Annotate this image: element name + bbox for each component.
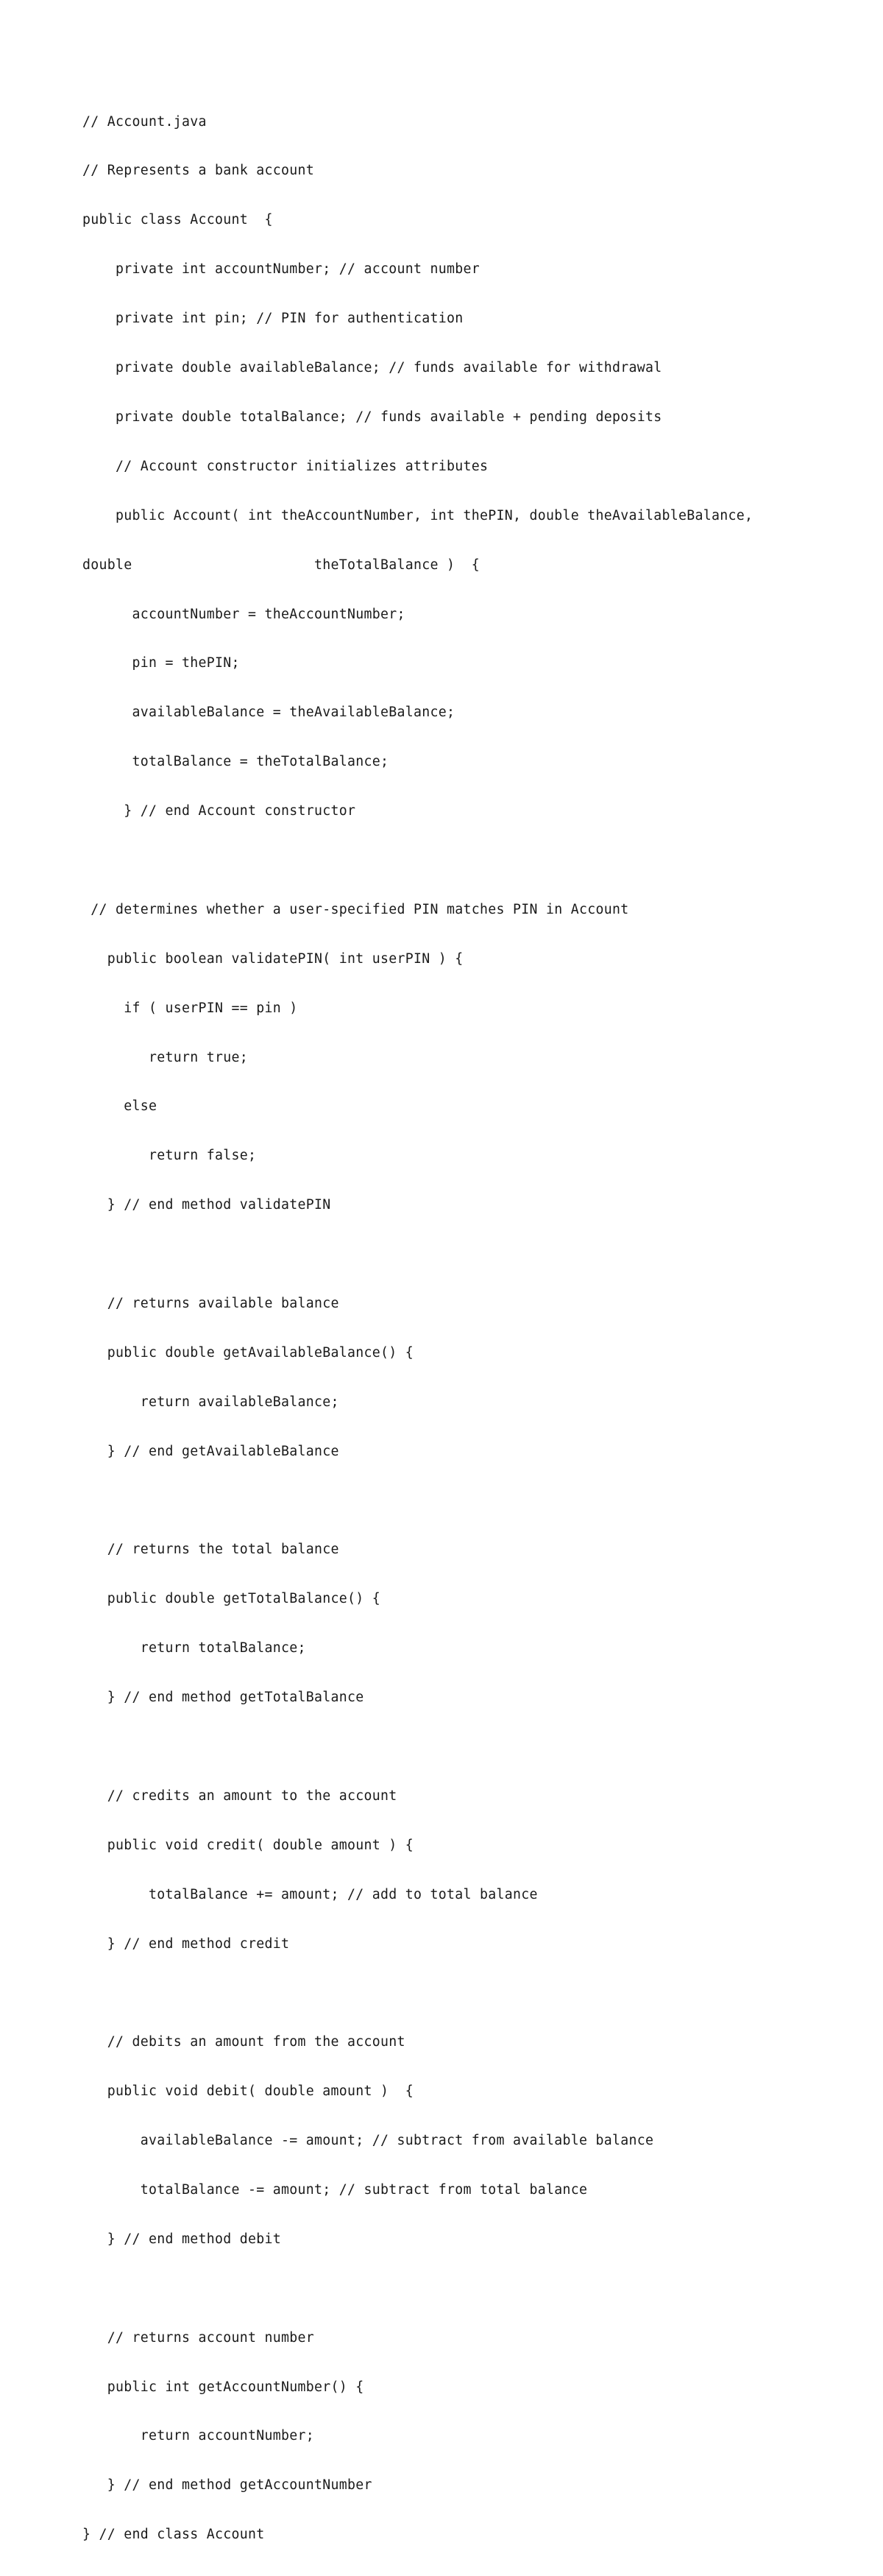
code-line: // returns available balance [82,1295,339,1311]
code-line: } // end class Account [82,2527,265,2543]
code-line: } // end method debit [82,2231,281,2247]
code-line: private int pin; // PIN for authentication [82,311,464,327]
code-line [82,1493,753,1509]
code-line: // returns account number [82,2329,314,2346]
code-line: } // end method validatePIN [82,1197,331,1213]
code-line: public void credit( double amount ) { [82,1837,414,1853]
code-line [82,853,753,869]
code-listing [82,81,753,2576]
code-line: public double getTotalBalance() { [82,1591,380,1607]
code-line: if ( userPIN == pin ) [82,1000,298,1016]
code-line: public double getAvailableBalance() { [82,1344,414,1361]
code-line: } // end method getAccountNumber [82,2477,372,2494]
code-line: // Account.java [82,113,207,130]
code-line: public int getAccountNumber() { [82,2379,364,2395]
code-line: // returns the total balance [82,1542,339,1558]
code-line: return true; [82,1049,248,1065]
code-line: } // end method credit [82,1935,290,1952]
code-line: accountNumber = theAccountNumber; [82,606,405,622]
code-line [82,1739,753,1755]
code-line: pin = thePIN; [82,655,240,671]
code-line: } // end Account constructor [82,803,356,819]
code-line: return false; [82,1148,257,1164]
code-line: availableBalance -= amount; // subtract from available balance [82,2133,654,2149]
code-line: totalBalance = theTotalBalance; [82,754,389,770]
code-line: // Represents a bank account [82,163,314,179]
code-line: totalBalance -= amount; // subtract from total balance [82,2182,588,2198]
code-line: totalBalance += amount; // add to total balance [82,1886,538,1902]
code-line: // debits an amount from the account [82,2034,405,2050]
code-line: public Account( int theAccountNumber, int thePIN, double theAvailableBalance, [82,507,753,523]
code-line: // determines whether a user-specified PIN matches PIN in Account [82,901,629,917]
code-line: public class Account { [82,212,273,228]
code-line: availableBalance = theAvailableBalance; [82,705,455,721]
code-line: return accountNumber; [82,2428,314,2444]
code-line: return availableBalance; [82,1394,339,1410]
code-line: private double totalBalance; // funds available + pending deposits [82,409,662,425]
code-line: } // end getAvailableBalance [82,1443,339,1459]
code-line: double theTotalBalance ) { [82,557,480,573]
code-line: public boolean validatePIN( int userPIN ) { [82,950,464,967]
code-line: } // end method getTotalBalance [82,1690,364,1706]
code-line: else [82,1098,157,1115]
code-line: return totalBalance; [82,1640,306,1656]
code-line: private int accountNumber; // account number [82,261,480,278]
code-line: // credits an amount to the account [82,1788,397,1804]
code-line: public void debit( double amount ) { [82,2083,414,2100]
code-line [82,1985,753,2001]
code-line: private double availableBalance; // funds available for withdrawal [82,360,662,376]
code-line: // Account constructor initializes attributes [82,458,489,474]
code-line [82,1246,753,1263]
code-line [82,2281,753,2297]
